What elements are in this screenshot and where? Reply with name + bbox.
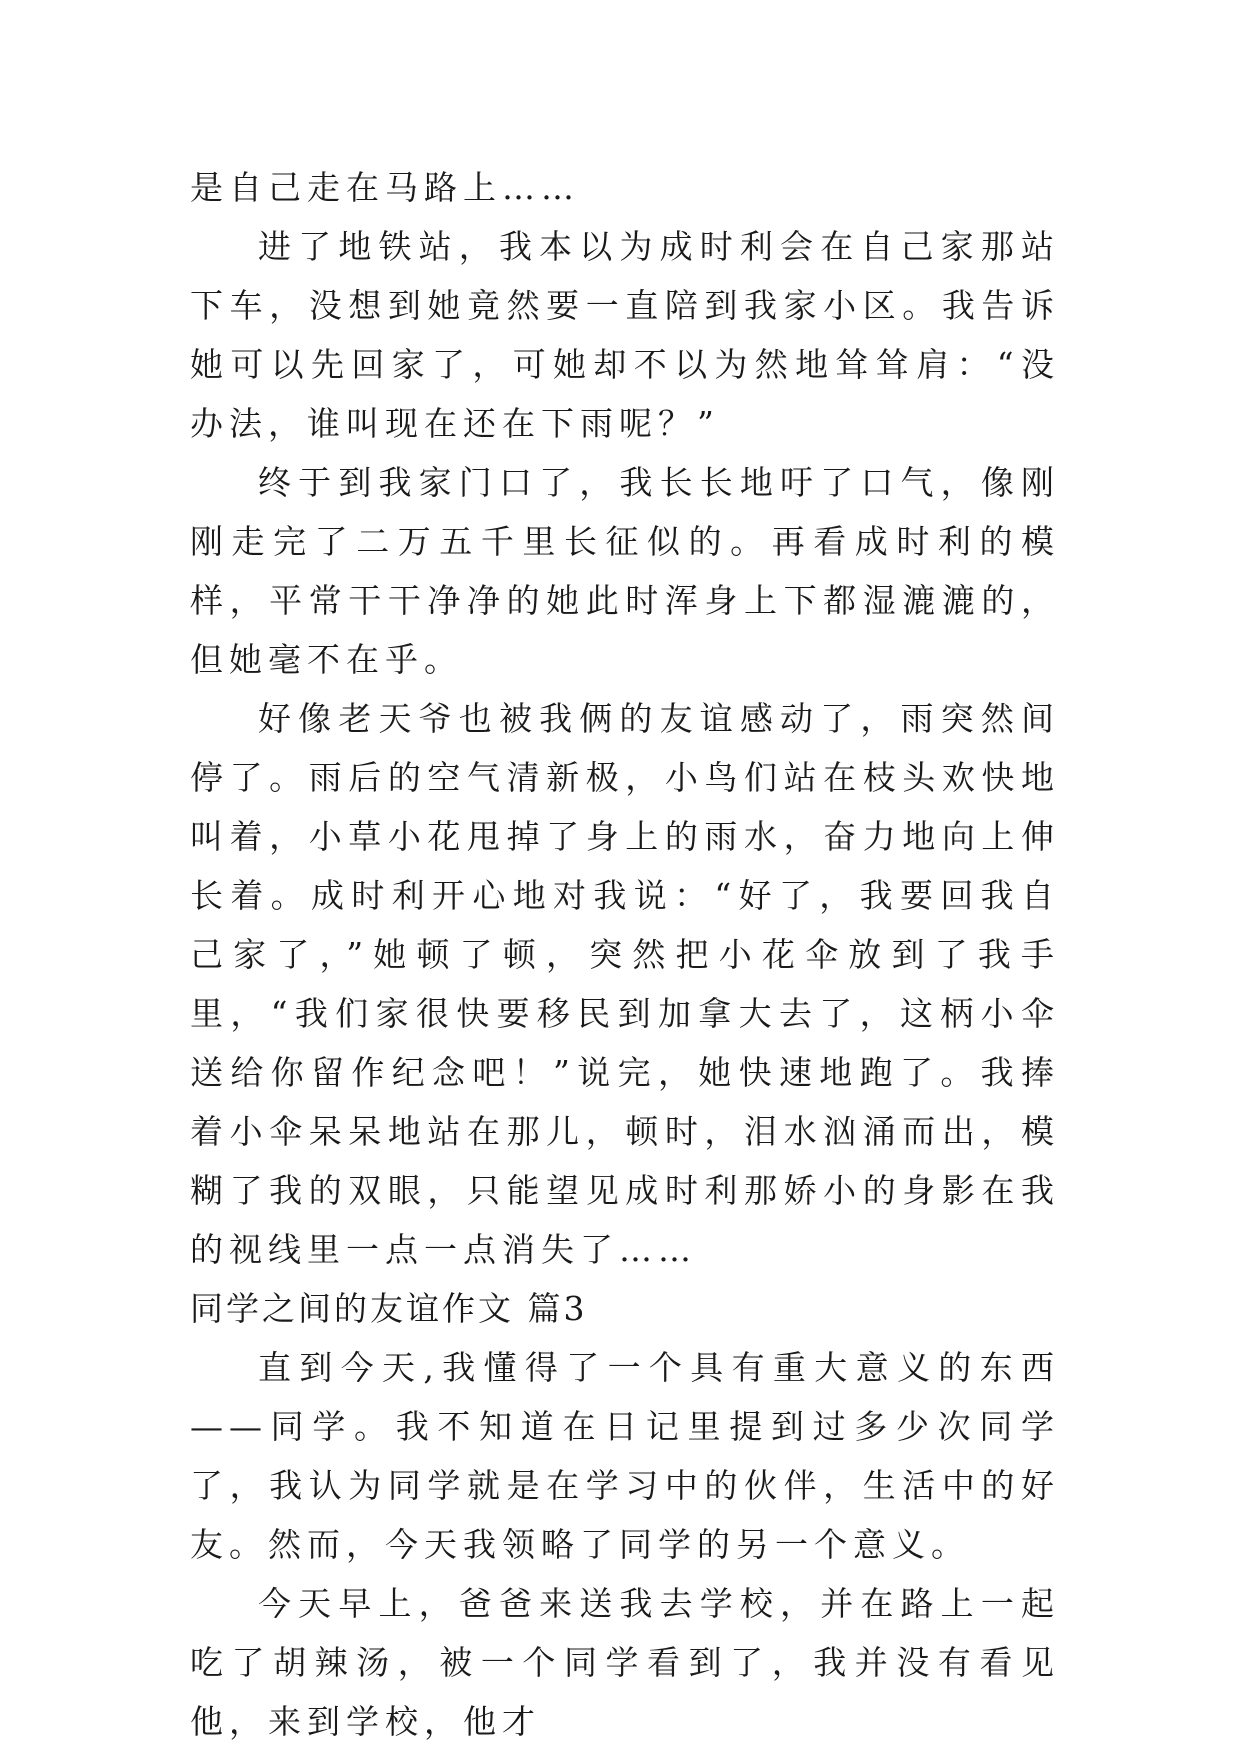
paragraph-2: 进了地铁站，我本以为成时利会在自己家那站下车，没想到她竟然要一直陪到我家小区。我告诉她可以先回家了，可她却不以为然地耸耸肩：“没办法，谁叫现在还在下雨呢？” bbox=[190, 227, 1060, 443]
paragraph-3: 终于到我家门口了，我长长地吁了口气，像刚刚走完了二万五千里长征似的。再看成时利的模样，平常干干净净的她此时浑身上下都湿漉漉的，但她毫不在乎。 bbox=[190, 463, 1060, 679]
paragraph-4: 好像老天爷也被我俩的友谊感动了，雨突然间停了。雨后的空气清新极，小鸟们站在枝头欢快地叫着，小草小花甩掉了身上的雨水，奋力地向上伸长着。成时利开心地对我说：“好了，我要回我自己家了，”她顿了顿，突然把小花伞放到了我手里，“我们家很快要移民到加拿大去了，这柄小伞送给你留作纪念吧！”说完，她快速地跑了。我捧着小伞呆呆地站在那儿，顿时，泪水汹涌而出，模糊了我的双眼，只能望见成时利那娇小的身影在我的视线里一点一点消失了…… bbox=[190, 699, 1060, 1269]
section-heading: 同学之间的友谊作文 篇3 bbox=[190, 1289, 588, 1328]
paragraph-6: 今天早上，爸爸来送我去学校，并在路上一起吃了胡辣汤，被一个同学看到了，我并没有看见他，来到学校，他才 bbox=[190, 1584, 1060, 1741]
paragraph-5: 直到今天,我懂得了一个具有重大意义的东西——同学。我不知道在日记里提到过多少次同学了，我认为同学就是在学习中的伙伴，生活中的好友。然而，今天我领略了同学的另一个意义。 bbox=[190, 1348, 1060, 1564]
paragraph-1: 是自己走在马路上…… bbox=[190, 168, 580, 207]
document-page bbox=[190, 158, 1060, 1751]
